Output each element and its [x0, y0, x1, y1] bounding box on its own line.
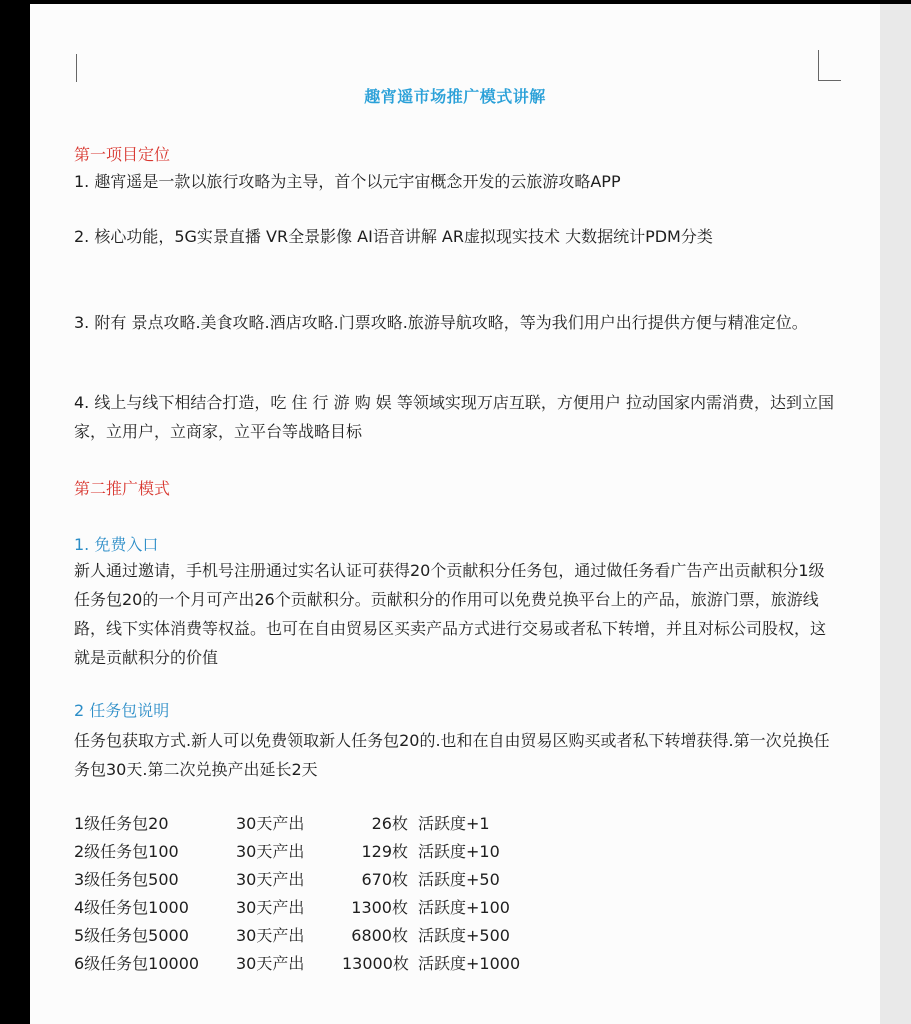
row-level: 2级任务包100 [74, 842, 179, 861]
row-period: 30天产出 [236, 954, 305, 973]
free-entry-heading: 1. 免费入口 [74, 535, 159, 554]
row-period: 30天产出 [236, 870, 305, 889]
row-period: 30天产出 [236, 898, 305, 917]
row-amount: 670枚 [361, 870, 408, 889]
row-period: 30天产出 [236, 926, 305, 945]
section1-item-2: 2. 核心功能，5G实景直播 VR全景影像 AI语音讲解 AR虚拟现实技术 大数据统计PDM分类 [74, 227, 713, 246]
task-pack-table [74, 810, 594, 978]
row-activity: 活跃度+50 [418, 870, 500, 889]
section2-heading: 第二推广模式 [74, 479, 171, 498]
row-activity: 活跃度+500 [418, 926, 510, 945]
row-activity: 活跃度+1000 [418, 954, 521, 973]
table-row [74, 950, 594, 978]
document-page [30, 4, 880, 1024]
row-level: 3级任务包500 [74, 870, 179, 889]
section1-item-4: 4. 线上与线下相结合打造，吃 住 行 游 购 娱 等领域实现万店互联，方便用户 拉动国家内需消费，达到立国家，立用户，立商家，立平台等战略目标 [74, 393, 834, 441]
row-period: 30天产出 [236, 842, 305, 861]
page-corner-mark-right [818, 50, 841, 81]
free-entry-body: 新人通过邀请，手机号注册通过实名认证可获得20个贡献积分任务包，通过做任务看广告产出贡献积分1级任务包20的一个月可产出26个贡献积分。贡献积分的作用可以免费兑换平台上的产品，旅游门票，旅游线路，线下实体消费等权益。也可在自由贸易区买卖产品方式进行交易或者私下转增，并且对标公司股权，这就是贡献积分的价值 [74, 561, 827, 667]
row-amount: 6800枚 [351, 926, 408, 945]
table-row [74, 894, 594, 922]
row-activity: 活跃度+10 [418, 842, 500, 861]
row-amount: 13000枚 [342, 954, 409, 973]
row-amount: 1300枚 [351, 898, 408, 917]
row-period: 30天产出 [236, 814, 305, 833]
task-pack-heading: 2 任务包说明 [74, 701, 170, 720]
task-pack-body: 任务包获取方式.新人可以免费领取新人任务包20的.也和在自由贸易区购买或者私下转增获得.第一次兑换任务包30天.第二次兑换产出延长2天 [74, 731, 830, 779]
row-activity: 活跃度+1 [418, 814, 490, 833]
row-level: 5级任务包5000 [74, 926, 189, 945]
table-row [74, 866, 594, 894]
table-row [74, 810, 594, 838]
section1-item-1: 1. 趣宵遥是一款以旅行攻略为主导，首个以元宇宙概念开发的云旅游攻略APP [74, 172, 621, 191]
section1-item-3: 3. 附有 景点攻略.美食攻略.酒店攻略.门票攻略.旅游导航攻略，等为我们用户出行提供方便与精准定位。 [74, 313, 808, 332]
right-gutter [880, 4, 911, 1024]
document-title: 趣宵遥市场推广模式讲解 [364, 87, 546, 106]
row-level: 4级任务包1000 [74, 898, 189, 917]
row-level: 6级任务包10000 [74, 954, 200, 973]
row-amount: 26枚 [371, 814, 408, 833]
row-level: 1级任务包20 [74, 814, 169, 833]
page-corner-mark-left [70, 54, 77, 82]
table-row [74, 838, 594, 866]
row-amount: 129枚 [361, 842, 408, 861]
row-activity: 活跃度+100 [418, 898, 510, 917]
section1-heading: 第一项目定位 [74, 145, 171, 164]
table-row [74, 922, 594, 950]
